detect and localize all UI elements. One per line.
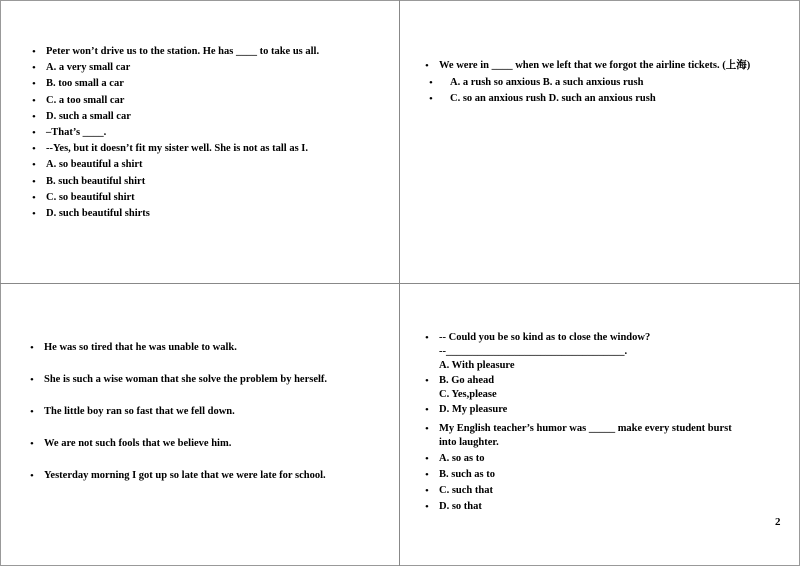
list-item: • D. such beautiful shirts [32, 206, 382, 222]
list-item [425, 374, 775, 402]
list-item: • Peter won’t drive us to the station. He has ____ to take us all. [32, 44, 382, 60]
horizontal-divider [0, 283, 800, 284]
list-item: • C. a too small car [32, 93, 382, 109]
slide-1 [32, 44, 382, 222]
question-line: into laughter. [439, 437, 499, 448]
answer-blank: --__________________________________. [439, 346, 628, 357]
list-item: • The little boy ran so fast that we fell down. [30, 404, 390, 436]
page-number: 2 [775, 516, 781, 528]
option-line: A. With pleasure [439, 360, 515, 371]
list-item: • --Yes, but it doesn’t fit my sister well. She is not as tall as I. [32, 141, 382, 157]
list-item: • C. so beautiful shirt [32, 190, 382, 206]
option-line: • B. Go ahead [439, 375, 495, 386]
list-item: • D. My pleasure [425, 403, 775, 417]
question-line: • My English teacher’s humor was _____ make every student burst [439, 423, 732, 434]
question-line: • -- Could you be so kind as to close the window? [439, 332, 651, 343]
slide-3-list [30, 340, 390, 500]
list-item: • She is such a wise woman that she solve the problem by herself. [30, 372, 390, 404]
option-line: • A. a rush so anxious B. a such anxious rush [425, 75, 785, 92]
slide-1-list [32, 44, 382, 222]
question-text [425, 422, 775, 450]
list-item: • A. so beautiful a shirt [32, 157, 382, 173]
list-item: • –That’s ____. [32, 125, 382, 141]
list-item: • B. too small a car [32, 76, 382, 92]
list-item: • A. a very small car [32, 60, 382, 76]
slide-2 [425, 58, 785, 108]
question-1-list [425, 331, 775, 417]
question-text: • We were in ____ when we left that we forgot the airline tickets. (上海) [425, 58, 785, 75]
list-item: • D. so that [425, 500, 775, 514]
slide-3 [30, 340, 390, 500]
list-item: • Yesterday morning I got up so late that we were late for school. [30, 468, 390, 500]
question-text [425, 331, 775, 373]
list-item: • C. such that [425, 484, 775, 498]
slide-4 [425, 331, 775, 516]
list-item: • He was so tired that he was unable to walk. [30, 340, 390, 372]
list-item: • D. such a small car [32, 109, 382, 125]
option-line: • C. so an anxious rush D. such an anxious rush [425, 91, 785, 108]
option-line: C. Yes,please [439, 389, 497, 400]
question-2-list [425, 422, 775, 514]
list-item: • B. such as to [425, 468, 775, 482]
list-item: • We are not such fools that we believe him. [30, 436, 390, 468]
list-item: • A. so as to [425, 452, 775, 466]
slide-2-list [425, 58, 785, 108]
list-item: • B. such beautiful shirt [32, 174, 382, 190]
